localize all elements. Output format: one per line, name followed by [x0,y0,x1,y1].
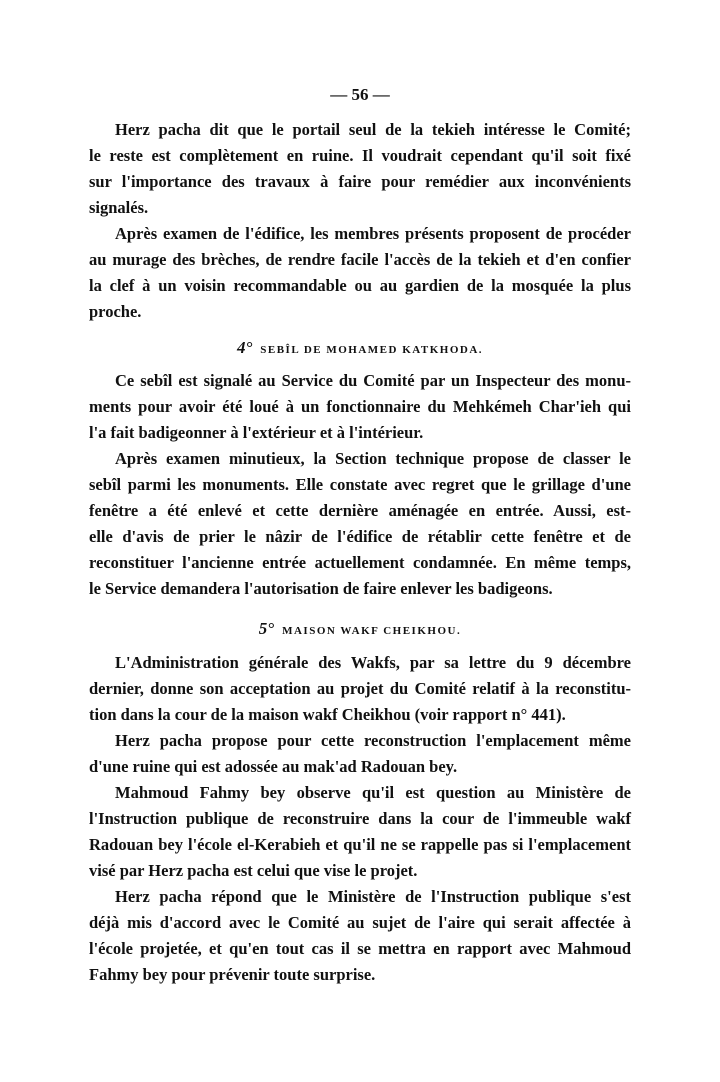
paragraph [89,446,631,602]
section-heading [89,335,631,361]
paragraph [89,884,631,988]
text-line: sebîl parmi les monuments. Elle constate avec regret que le grillage d'une [89,475,631,494]
paragraph [89,780,631,884]
text-line: dernier, donne son acceptation au projet du Comité relatif à la reconstitu- [89,679,631,698]
section-number: 5° [258,619,275,638]
section-number: 4° [236,338,253,357]
text-line: l'Instruction publique de reconstruire dans la cour de l'immeuble wakf [89,809,631,828]
paragraph [89,650,631,728]
text-line: sur l'importance des travaux à faire pour remédier aux inconvénients [89,172,631,191]
text-line: d'une ruine qui est adossée au mak'ad Radouan bey. [89,757,458,776]
page-number: — 56 — [330,85,390,104]
text-line: Après examen de l'édifice, les membres présents proposent de procéder [115,224,631,243]
text-line: fenêtre a été enlevé et cette dernière aménagée en entrée. Aussi, est- [89,501,631,520]
section-title: SEBÎL DE MOHAMED KATKHODA. [260,344,484,356]
text-line: Fahmy bey pour prévenir toute surprise. [89,965,376,984]
text-line: l'école projetée, et qu'en tout cas il se mettra en rapport avec Mahmoud [89,939,631,958]
text-line: Herz pacha propose pour cette reconstruction l'emplacement même [115,731,631,750]
text-line: elle d'avis de prier le nâzir de l'édifice de rétablir cette fenêtre et de [89,527,631,546]
text-line: tion dans la cour de la maison wakf Cheikhou (voir rapport n° 441). [89,705,566,724]
text-line: Herz pacha répond que le Ministère de l'Instruction publique s'est [115,887,631,906]
text-line: signalés. [89,198,149,217]
text-line: au murage des brèches, de rendre facile l'accès de la tekieh et d'en confier [89,250,631,269]
text-line: Après examen minutieux, la Section technique propose de classer le [115,449,631,468]
paragraph [89,117,631,221]
paragraph [89,728,631,780]
text-line: le Service demandera l'autorisation de faire enlever les badigeons. [89,579,553,598]
text-line: la clef à un voisin recommandable ou au gardien de la mosquée la plus [89,276,631,295]
page-body [89,117,631,988]
text-line: L'Administration générale des Wakfs, par sa lettre du 9 décembre [115,653,631,672]
text-line: déjà mis d'accord avec le Comité au sujet de l'aire qui serait affectée à [89,913,631,932]
text-line: Mahmoud Fahmy bey observe qu'il est question au Ministère de [115,783,631,802]
text-line: visé par Herz pacha est celui que vise le projet. [89,861,418,880]
section-heading [89,616,631,642]
text-line: ments pour avoir été loué à un fonctionnaire du Mehkémeh Char'ieh qui [89,397,631,416]
text-line: l'a fait badigeonner à l'extérieur et à l'intérieur. [89,423,424,442]
section-title: MAISON WAKF CHEIKHOU. [282,625,462,637]
text-line: Radouan bey l'école el-Kerabieh et qu'il ne se rappelle pas si l'emplacement [89,835,631,854]
text-line: proche. [89,302,142,321]
text-line: Herz pacha dit que le portail seul de la tekieh intéresse le Comité; [115,120,631,139]
text-line: le reste est complètement en ruine. Il voudrait cependant qu'il soit fixé [89,146,631,165]
text-line: reconstituer l'ancienne entrée actuellement condamnée. En même temps, [89,553,631,572]
text-line: Ce sebîl est signalé au Service du Comité par un Inspecteur des monu- [115,371,631,390]
paragraph [89,221,631,325]
paragraph [89,368,631,446]
